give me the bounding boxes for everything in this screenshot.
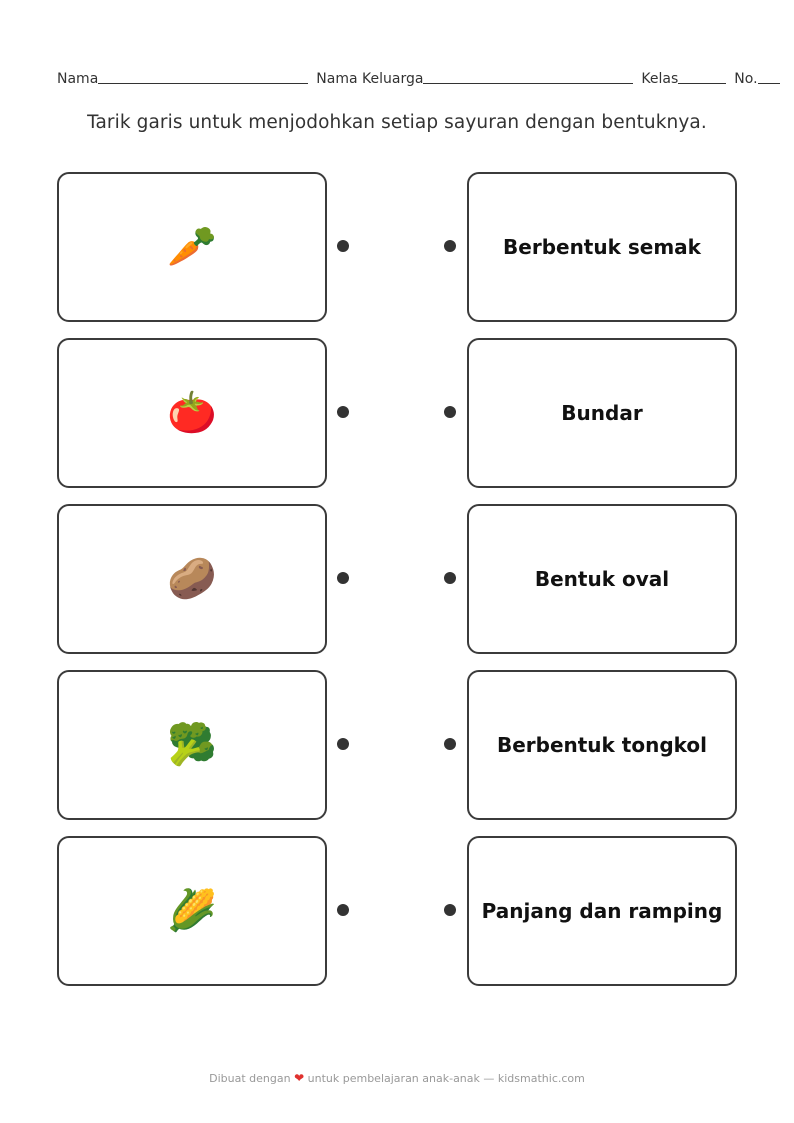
footer: [0, 1071, 794, 1085]
shape-label: Panjang dan ramping: [481, 899, 723, 923]
broccoli-icon: 🥦: [167, 722, 217, 768]
vegetable-card-corn: [57, 836, 327, 986]
shape-label: Berbentuk semak: [503, 235, 701, 259]
left-connect-dot[interactable]: [337, 572, 349, 584]
potato-icon: 🥔: [167, 556, 217, 602]
vegetable-card-broccoli: [57, 670, 327, 820]
shape-label: Bentuk oval: [534, 567, 670, 591]
vegetable-card-tomato: [57, 338, 327, 488]
shape-card: [467, 670, 737, 820]
footer-prefix: Dibuat dengan: [209, 1072, 291, 1085]
right-connect-dot[interactable]: [444, 406, 456, 418]
class-label: Kelas: [641, 71, 679, 87]
footer-suffix: untuk pembelajaran anak-anak — kidsmathic.com: [307, 1072, 585, 1085]
name-label: Nama: [57, 71, 99, 87]
carrot-icon: 🥕: [167, 224, 217, 270]
tomato-icon: 🍅: [167, 390, 217, 436]
left-connect-dot[interactable]: [337, 406, 349, 418]
shape-card: [467, 338, 737, 488]
left-connect-dot[interactable]: [337, 738, 349, 750]
shape-card: [467, 504, 737, 654]
right-connect-dot[interactable]: [444, 572, 456, 584]
shape-card: [467, 836, 737, 986]
family-name-label: Nama Keluarga: [316, 71, 424, 87]
vegetable-card-potato: [57, 504, 327, 654]
vegetable-card-carrot: [57, 172, 327, 322]
family-name-field[interactable]: [423, 83, 633, 84]
number-field[interactable]: [758, 83, 780, 84]
right-connect-dot[interactable]: [444, 738, 456, 750]
heart-icon: ❤: [294, 1071, 305, 1085]
name-field[interactable]: [98, 83, 308, 84]
left-connect-dot[interactable]: [337, 904, 349, 916]
number-label: No.: [734, 71, 758, 87]
shape-card: [467, 172, 737, 322]
student-info-header: [57, 68, 794, 88]
left-connect-dot[interactable]: [337, 240, 349, 252]
right-connect-dot[interactable]: [444, 904, 456, 916]
shape-label: Berbentuk tongkol: [496, 733, 708, 757]
class-field[interactable]: [678, 83, 726, 84]
shape-label: Bundar: [561, 401, 643, 425]
corn-icon: 🌽: [167, 888, 217, 934]
right-connect-dot[interactable]: [444, 240, 456, 252]
instructions: Tarik garis untuk menjodohkan setiap sayuran dengan bentuknya.: [87, 112, 707, 133]
